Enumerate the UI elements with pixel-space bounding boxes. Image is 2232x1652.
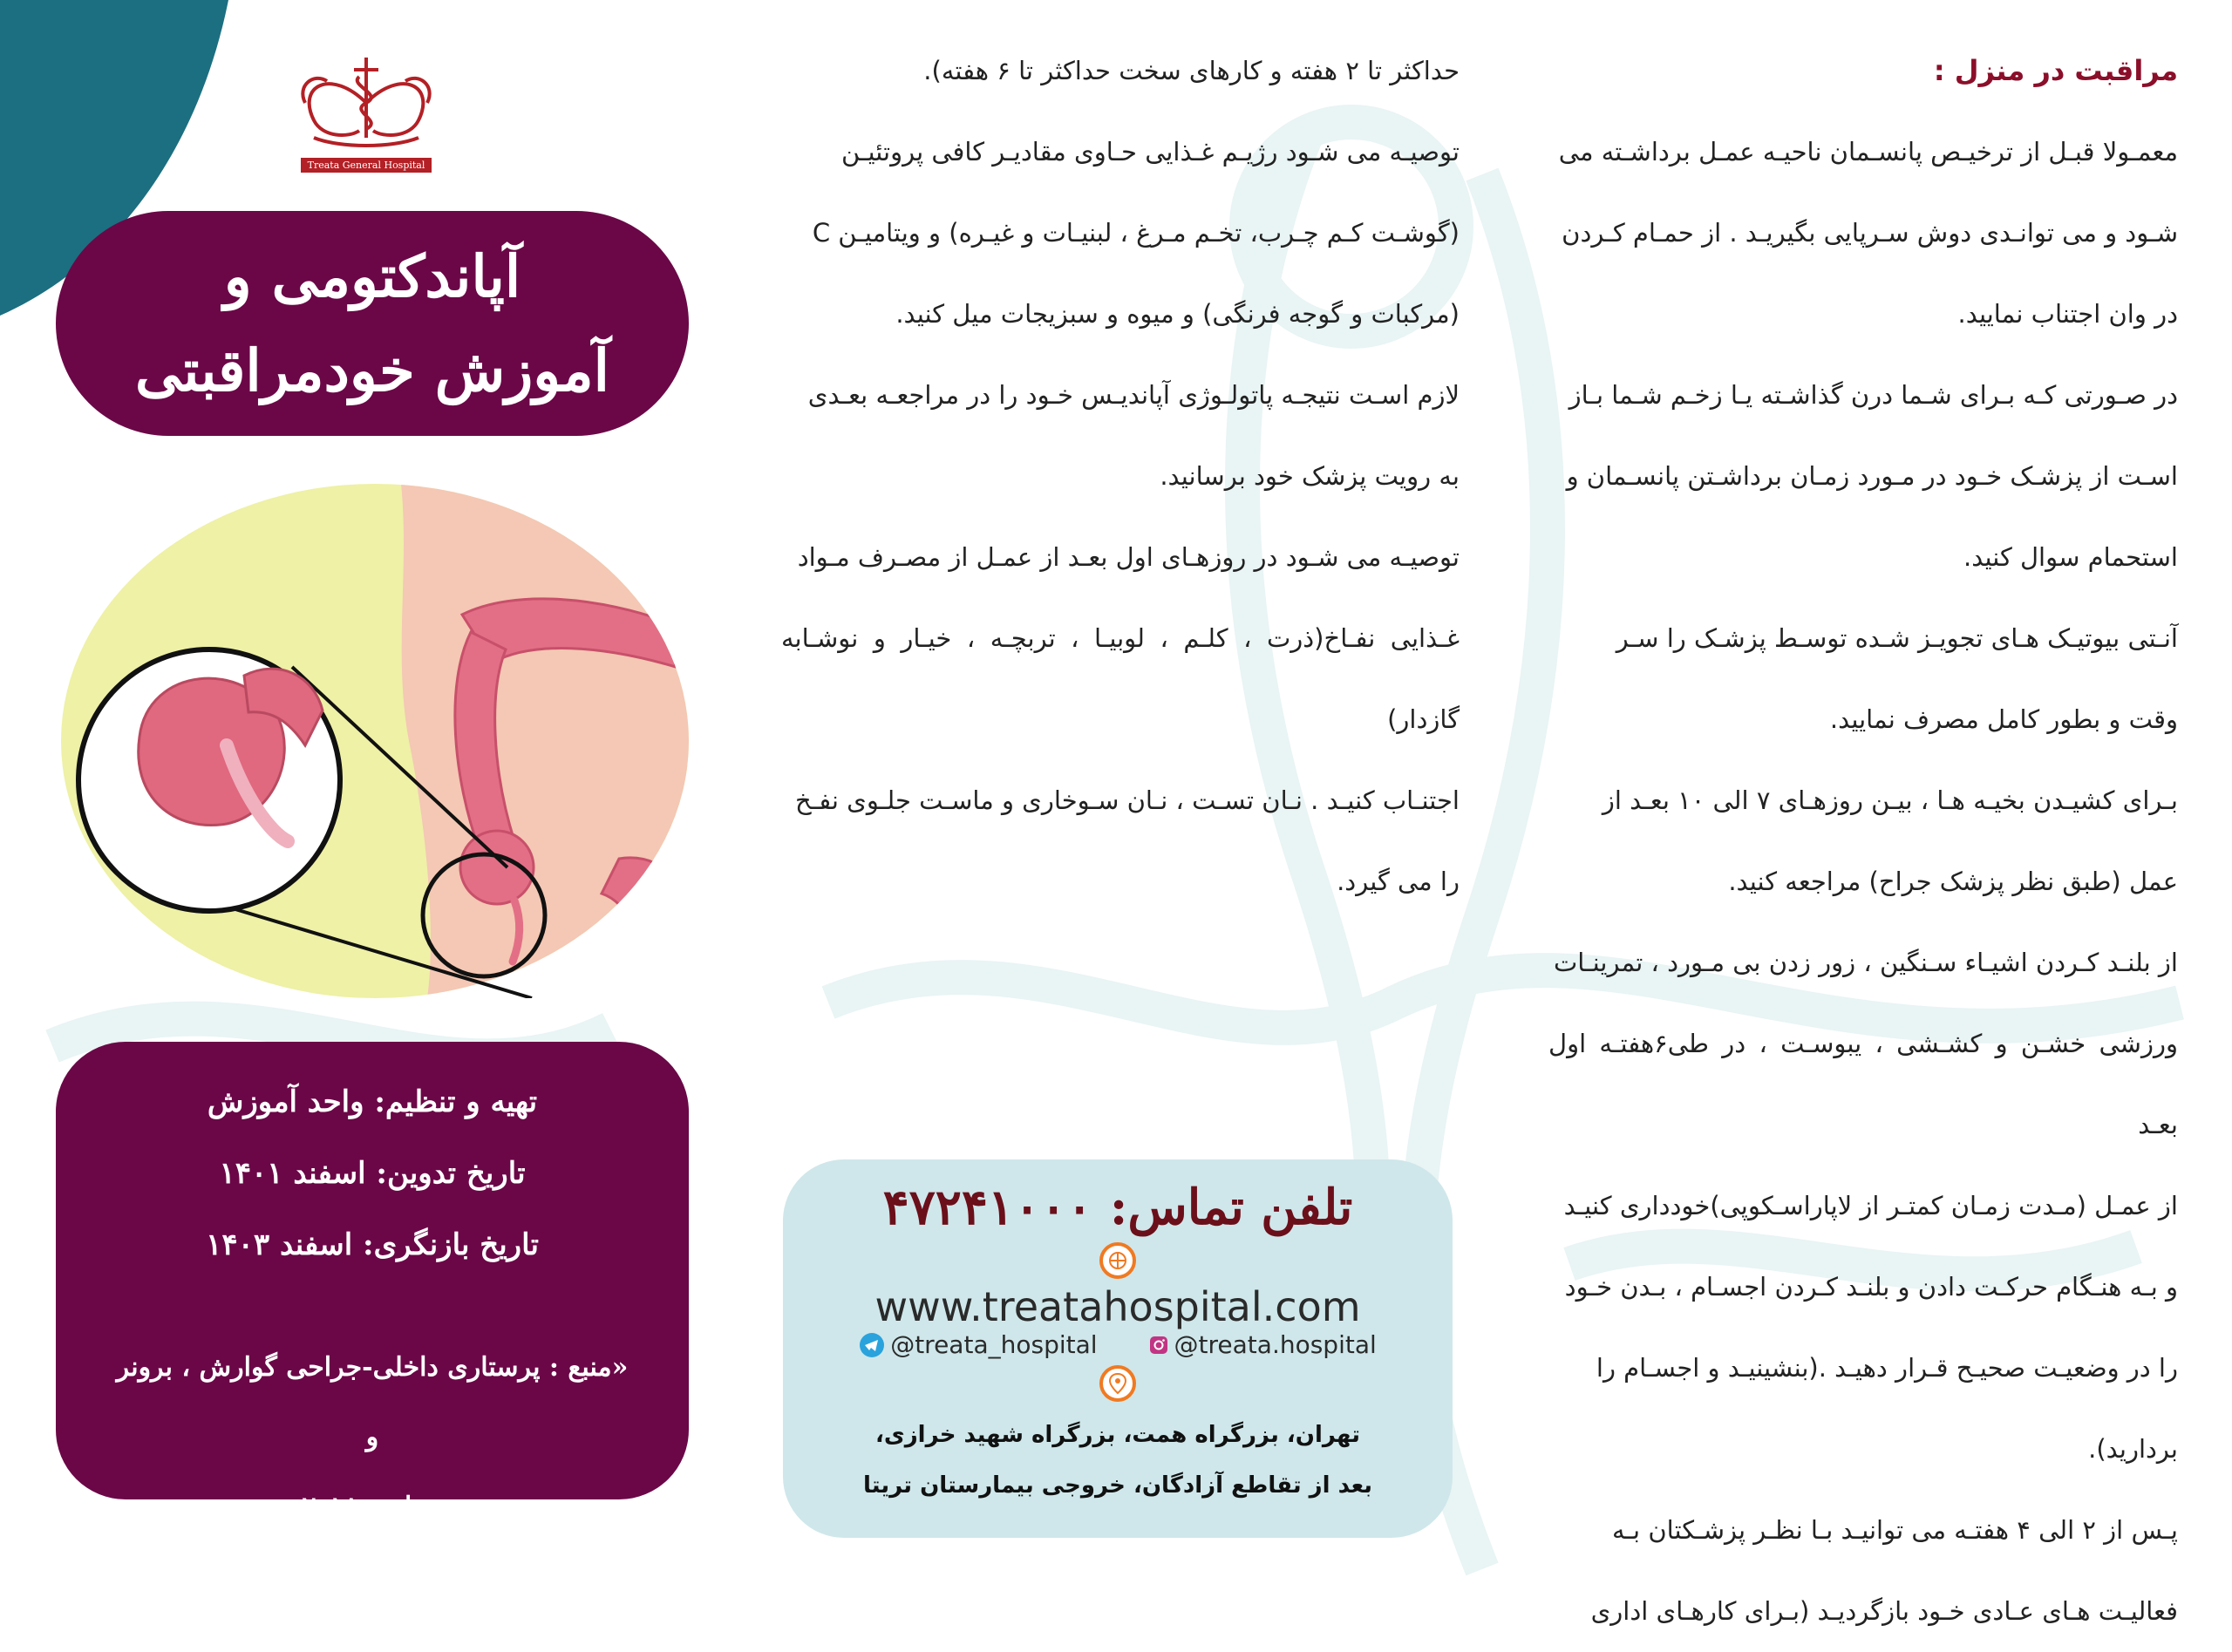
text-line: وقت و بطور کامل مصرف نمایید. [1829,704,2178,734]
text-line: اسـت از پزشـک خـود در مـورد زمـان برداشـتن پانسـمان و [1566,461,2178,491]
text-line: را می گیرد. [1337,867,1460,896]
text-line: در صـورتی کـه بـرای شـما درن گذاشـته یـا زخـم شـما بـاز [1569,380,2178,410]
text-line: (گوشـت کـم چـرب، تخـم مـرغ ، لبنیـات و غیـره) و ویتامیـن C [812,218,1460,248]
logo-emblem-icon [279,51,453,155]
text-line: را در وضعیـت صحیـح قـرار دهیـد .(بنشینیـد و اجسـام را [1596,1353,2178,1383]
text-line: در وان اجتناب نمایید. [1957,299,2178,329]
text-line: بردارید). [2088,1434,2178,1464]
text-line: توصیـه می شـود رژیـم غـذایی حـاوی مقادیـر کافی پروتئیـن [840,137,1460,167]
text-line: معمـولا قبـل از ترخیـص پانسـمان ناحیـه عمـل برداشـته می [1558,137,2178,167]
prepared-by: تهیه و تنظیم: واحد آموزش [207,1084,538,1119]
title-line-2: آموزش خودمراقبتی [135,337,609,405]
compile-date: تاریخ تدوین: اسفند ۱۴۰۱ [219,1156,526,1191]
text-line: ورزشی خشـن و کشـشی ، یبوسـت ، در طی۶هفتـه اول بعـد [1548,1029,2178,1139]
appendix-illustration [61,484,689,998]
right-text-column [1548,31,2178,1652]
address [783,1410,1453,1511]
text-line: لازم اسـت نتیجـه پاتولـوژی آپاندیـس خـود را در مراجعـه بعـدی [807,380,1460,410]
instagram-icon [1148,1335,1169,1356]
logo-caption: Treata General Hospital [301,158,432,173]
text-line: غـذایی نفـاخ(ذرت ، کلـم ، لوبیـا ، تربچـه ، خیـار و نوشـابه گازدار) [781,623,1460,734]
text-line: پـس از ۲ الی ۴ هفتـه می توانیـد بـا نظـر پزشـکتان بـه [1611,1515,2178,1545]
hospital-logo [279,51,453,173]
text-line: شـود و می توانـدی دوش سـرپایی بگیریـد . از حمـام کـردن [1562,218,2178,248]
globe-icon [1099,1241,1137,1280]
text-line: به رویت پزشک خود برسانید. [1160,461,1460,491]
source-line-2: سودارث ۲۰۱۸» [285,1492,459,1522]
address-line-2: بعد از تقاطع آزادگان، خروجی بیمارستان تریتا [862,1472,1373,1499]
location-pin-icon [1099,1364,1137,1403]
source-line-1: «منبع : پرستاری داخلی-جراحی گوارش ، برونر و [116,1352,629,1452]
text-line: از بلنـد کـردن اشیـاء سـنگین ، زور زدن بی مـورد ، تمرینـات [1554,948,2178,977]
phone-number: تلفن تماس: ۴۷۲۴۱۰۰۰ [882,1179,1353,1236]
telegram-icon [859,1332,885,1358]
text-line: (مرکبات و گوجه فرنگی) و میوه و سبزیجات میل کنید. [895,299,1460,329]
text-line: فعالیـت هـای عـادی خـود بازگردیـد (بـرای کارهـای اداری [1590,1596,2178,1626]
address-line-1: تهران، بزرگراه همت، بزرگراه شهید خرازی، [875,1422,1360,1448]
text-line: آنـتی بیوتیـک هـای تجویـز شـده توسـط پزشـک را سـر [1616,623,2178,653]
text-line: توصیـه می شـود در روزهـای اول بعـد از عمـل از مصـرف مـواد [797,542,1460,572]
title-banner [56,211,689,436]
title-line-1: آپاندکتومی و [223,242,521,310]
telegram-handle: @treata_hospital [890,1330,1098,1359]
instagram-link[interactable] [1148,1330,1377,1359]
telegram-link[interactable] [859,1330,1097,1359]
text-line: عمل (طبق نظر پزشک جراح) مراجعه کنید. [1728,867,2178,896]
website-link[interactable]: www.treatahospital.com [874,1283,1361,1330]
text-line: اجتنـاب کنیـد . نـان تسـت ، نـان سـوخاری و ماسـت جلـوی نفـخ [795,785,1460,815]
text-line: از عمـل (مـدت زمـان کمتـر از لاپاراسـکوپی)خودداری کنیـد [1563,1191,2178,1220]
section-heading: مراقبت در منزل : [1933,54,2178,87]
text-line: بـرای کشیـدن بخیـه هـا ، بیـن روزهـای ۷ الی ۱۰ بعـد از [1602,785,2178,815]
source-citation [56,1333,689,1542]
info-panel [56,1042,689,1522]
text-line: استحمام سوال کنید. [1963,542,2178,572]
revision-date: تاریخ بازنگری: اسفند ۱۴۰۳ [206,1227,539,1262]
instagram-handle: @treata.hospital [1174,1330,1377,1359]
middle-text-column [781,31,1460,922]
contact-panel [783,1159,1453,1538]
text-line: حداکثر تا ۲ هفته و کارهای سخت حداکثر تا ۶ هفته). [923,56,1460,85]
text-line: و بـه هنـگام حرکـت دادن و بلنـد کـردن اجسـام ، بـدن خـود [1564,1272,2178,1302]
social-links [783,1330,1453,1359]
